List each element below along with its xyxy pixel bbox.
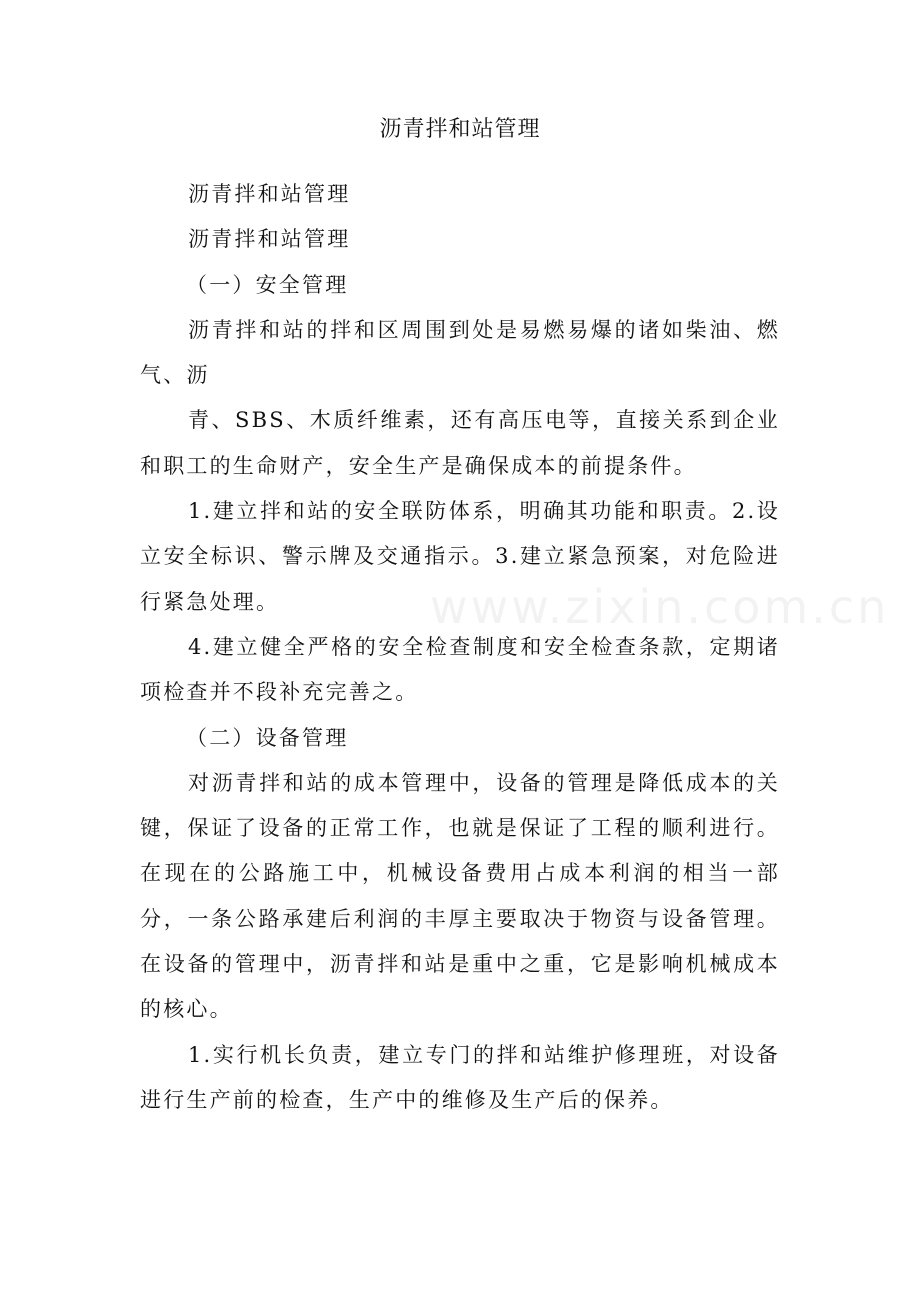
section-heading-equipment: （二）设备管理 <box>186 725 349 750</box>
document-title: 沥青拌和站管理 <box>379 117 541 142</box>
paragraph-safety-measures: 1.建立拌和站的安全联防体系，明确其功能和职责。2.设立安全标识、警示牌及交通指示。3.建立紧急预案，对危险进行紧急处理。 <box>140 499 780 614</box>
section-heading-safety: （一）安全管理 <box>186 272 349 297</box>
paragraph-safety-continued: 青、SBS、木质纤维素，还有高压电等，直接关系到企业和职工的生命财产，安全生产是确保成本的前提条件。 <box>140 408 780 478</box>
paragraph-subtitle-1: 沥青拌和站管理 <box>188 182 351 206</box>
paragraph-subtitle-2: 沥青拌和站管理 <box>188 227 351 252</box>
paragraph-safety-inspection: 4.建立健全严格的安全检查制度和安全检查条款，定期诸项检查并不段补充完善之。 <box>140 634 780 705</box>
document-body <box>140 172 780 1123</box>
paragraph-equipment-intro: 对沥青拌和站的成本管理中，设备的管理是降低成本的关键，保证了设备的正常工作，也就是保证了工程的顺利进行。在现在的公路施工中，机械设备费用占成本利润的相当一部分，一条公路承建后利润的丰厚主要取决于物资与设备管理。在设备的管理中，沥青拌和站是重中之重，它是影响机械成本的核心。 <box>140 770 780 1022</box>
watermark: www.zixin.com.cn <box>430 580 890 634</box>
paragraph-safety-intro: 沥青拌和站的拌和区周围到处是易燃易爆的诸如柴油、燃气、沥 <box>140 317 780 388</box>
paragraph-equipment-measure-1: 1.实行机长负责，建立专门的拌和站维护修理班，对设备进行生产前的检查，生产中的维修及生产后的保养。 <box>140 1042 780 1112</box>
